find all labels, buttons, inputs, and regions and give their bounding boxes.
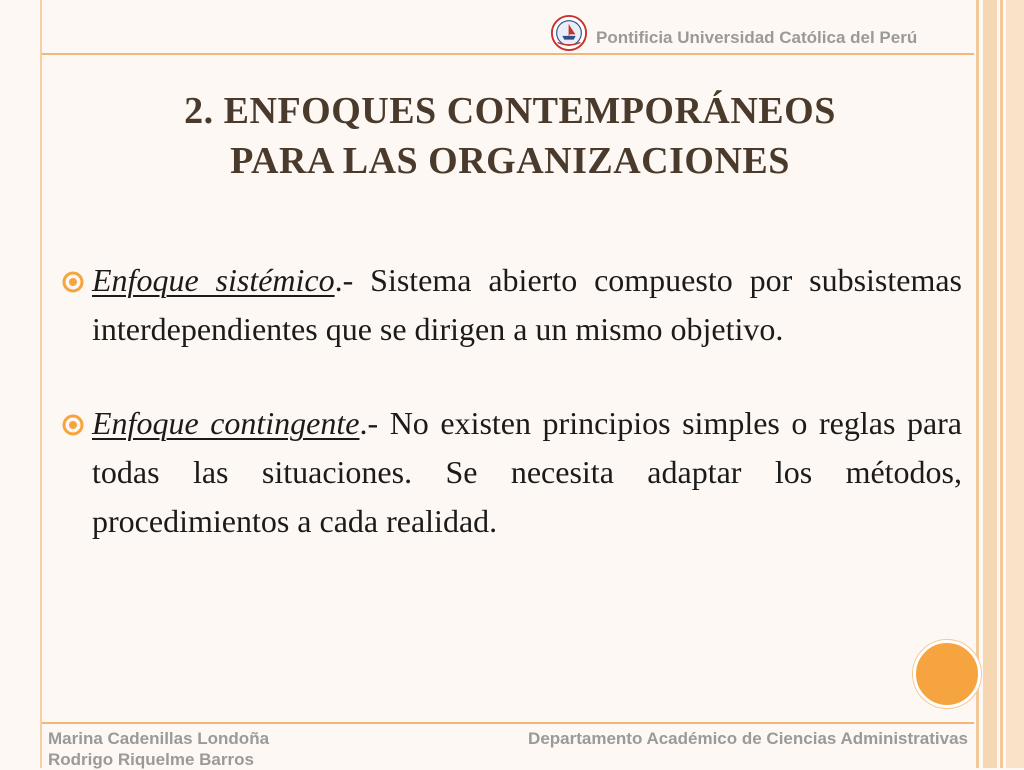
bullet-term: Enfoque sistémico <box>92 262 335 298</box>
right-decor-stripe <box>1006 0 1024 768</box>
footer-department: Departamento Académico de Ciencias Administrativas <box>528 729 968 748</box>
title-line-1: 2. ENFOQUES CONTEMPORÁNEOS <box>184 90 836 132</box>
footer-authors <box>48 728 269 770</box>
bullet-list <box>62 256 962 546</box>
bullet-ring-icon <box>62 414 84 436</box>
bullet-item-contingent <box>62 399 962 546</box>
bullet-text: .- Sistema abierto compuesto por subsistemas interdependientes que se dirigen a un mismo objetivo. <box>92 262 962 347</box>
slide-title <box>60 86 960 186</box>
header-rule <box>42 53 974 55</box>
footer-rule <box>42 722 974 724</box>
bullet-text: .- No existen principios simples o reglas para todas las situaciones. Se necesita adaptar los métodos, procedimientos a cada realidad. <box>92 405 963 539</box>
title-line-2: PARA LAS ORGANIZACIONES <box>230 140 790 182</box>
right-decor-stripe <box>1000 0 1003 768</box>
author-name: Rodrigo Riquelme Barros <box>48 750 254 769</box>
pucp-seal-icon <box>550 14 588 52</box>
right-decor-stripe <box>976 0 979 768</box>
left-border-rule <box>40 0 42 768</box>
university-name: Pontificia Universidad Católica del Perú <box>596 28 918 47</box>
bullet-ring-icon <box>62 271 84 293</box>
right-decor-stripe <box>983 0 997 768</box>
author-name: Marina Cadenillas Londoña <box>48 729 270 748</box>
decorative-circle <box>913 640 981 708</box>
bullet-term: Enfoque contingente <box>92 405 360 441</box>
bullet-item-systemic <box>62 256 962 354</box>
